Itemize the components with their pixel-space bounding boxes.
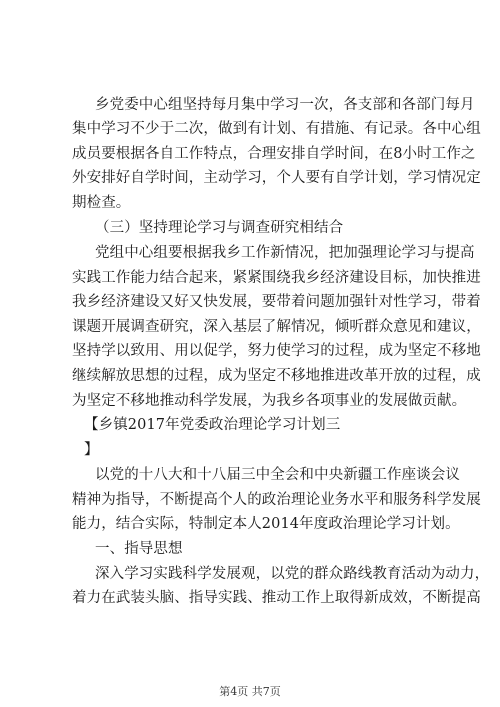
page-footer: 第4页 共7页 <box>219 685 281 698</box>
paragraph-line: 精神为指导，不断提高个人的政治理论业务水平和服务科学发展 <box>72 492 481 508</box>
section-heading: 一、指导思想 <box>95 541 183 557</box>
paragraph-line: 能力，结合实际，特制定本人2014年度政治理论学习计划。 <box>72 516 460 532</box>
paragraph-line: 为坚定不移地推动科学发展，为我乡各项事业的发展做贡献。 <box>72 393 467 409</box>
paragraph-line: 成员要根据各自工作特点，合理安排自学时间，在8小时工作之 <box>72 146 476 162</box>
paragraph-line: 深入学习实践科学发展观，以党的群众路线教育活动为动力， <box>95 566 490 582</box>
paragraph-line: 外安排好自学时间，主动学习，个人要有自学计划，学习情况定 <box>72 170 481 186</box>
paragraph-line: 集中学习不少于二次，做到有计划、有措施、有记录。各中心组 <box>72 121 481 137</box>
document-title: 【乡镇2017年党委政治理论学习计划三 <box>84 417 341 433</box>
paragraph-line: 我乡经济建设又好又快发展，要带着问题加强针对性学习，带着 <box>72 294 481 310</box>
paragraph-line: 期检查。 <box>72 195 131 211</box>
paragraph-line: 党组中心组要根据我乡工作新情况，把加强理论学习与提高 <box>95 245 475 261</box>
paragraph-line: 课题开展调查研究，深入基层了解情况，倾听群众意见和建议， <box>72 319 481 335</box>
paragraph-line: 着力在武装头脑、指导实践、推动工作上取得新成效，不断提高 <box>72 590 481 606</box>
document-title-bracket: 】 <box>84 442 99 458</box>
paragraph-line: 坚持学以致用、用以促学，努力使学习的过程，成为坚定不移地 <box>72 343 481 359</box>
paragraph-line: 继续解放思想的过程，成为坚定不移地推进改革开放的过程，成 <box>72 368 481 384</box>
paragraph-line: 以党的十八大和十八届三中全会和中央新疆工作座谈会议 <box>95 467 460 483</box>
section-heading: （三）坚持理论学习与调查研究相结合 <box>95 220 344 236</box>
paragraph-line: 乡党委中心组坚持每月集中学习一次，各支部和各部门每月 <box>95 97 475 113</box>
paragraph-line: 实践工作能力结合起来，紧紧围绕我乡经济建设目标，加快推进 <box>72 270 481 286</box>
